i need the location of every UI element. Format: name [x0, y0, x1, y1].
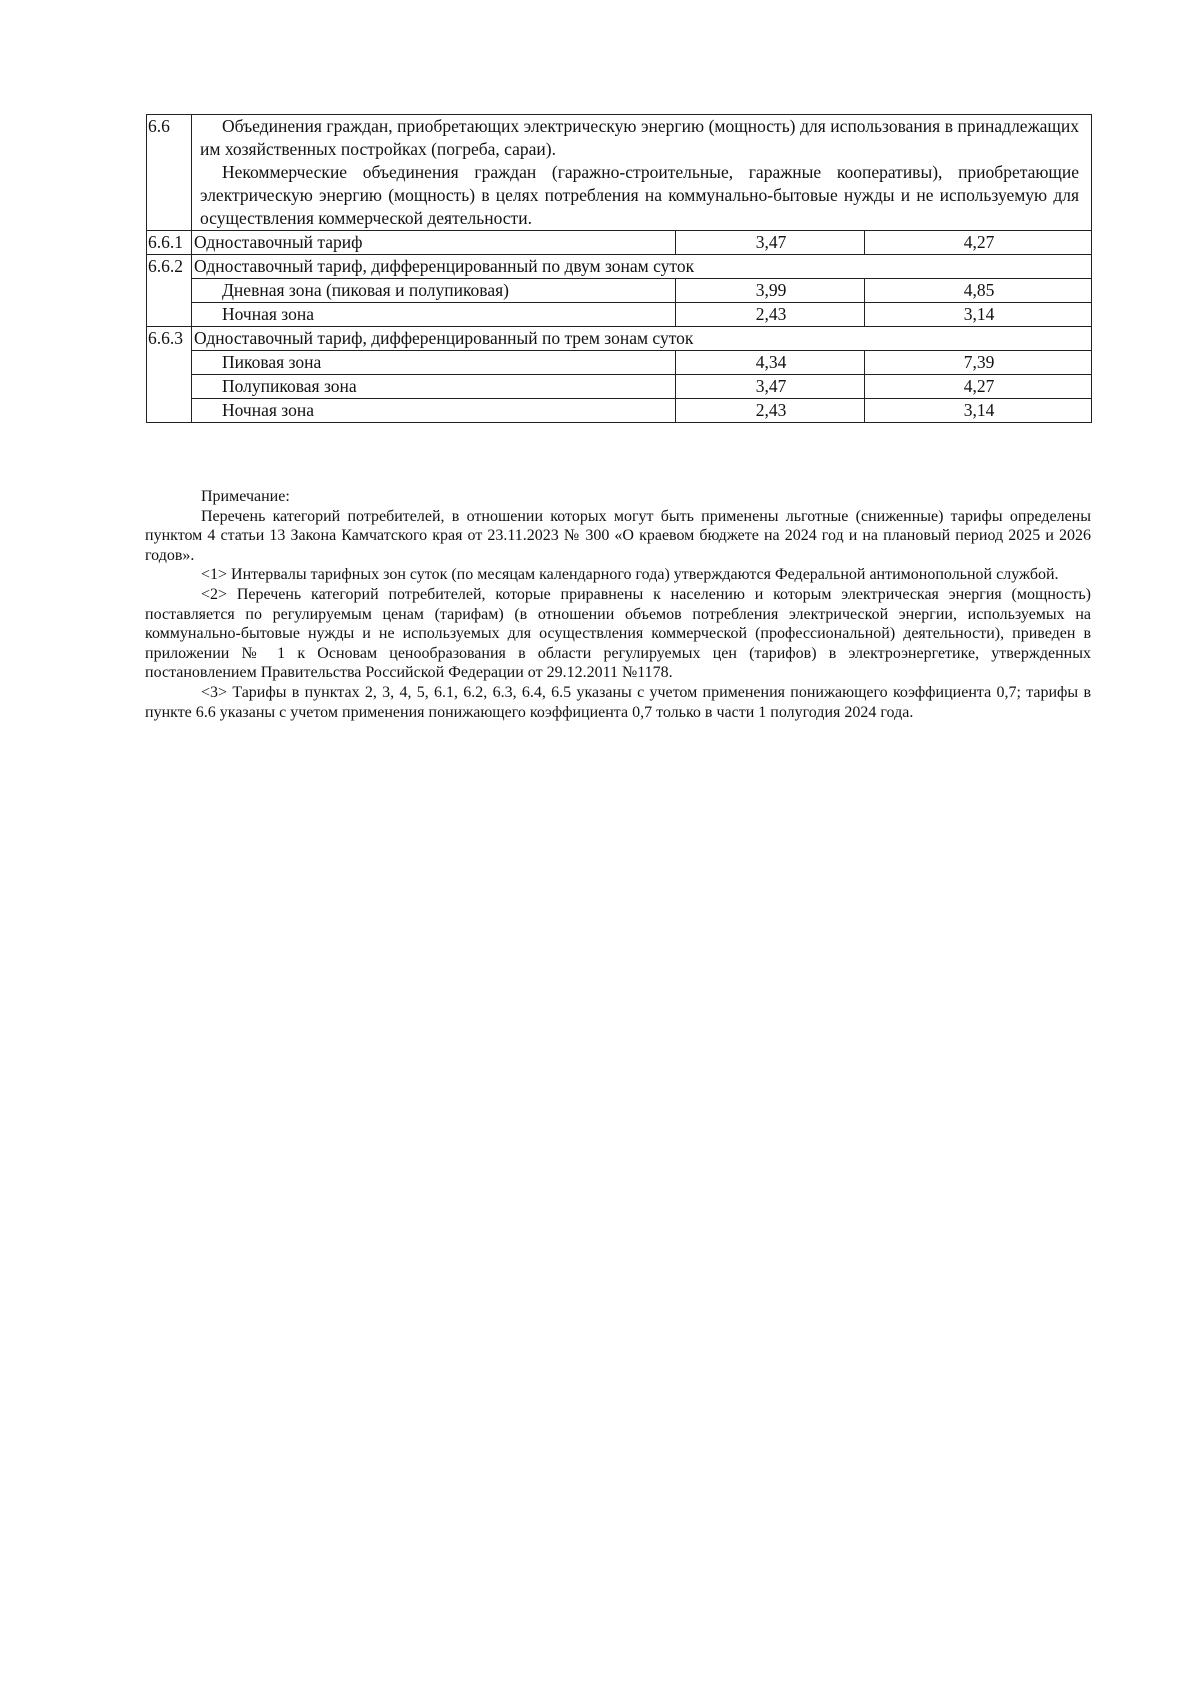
tariff-value: 4,85	[865, 279, 1092, 303]
row-label: Дневная зона (пиковая и полупиковая)	[192, 279, 676, 303]
table-row	[147, 399, 1092, 423]
tariff-value: 3,14	[865, 399, 1092, 423]
note-paragraph: Перечень категорий потребителей, в отношении которых могут быть применены льготные (сниженные) тарифы определены пунктом 4 статьи 13 Закона Камчатского края от 23.11.2023 № 300 «О краевом бюджете на 2024 год и на плановый период 2025 и 2026 годов».	[145, 507, 1091, 564]
table-row	[147, 327, 1092, 351]
tariff-value: 3,47	[676, 375, 865, 399]
row-label: Ночная зона	[192, 399, 676, 423]
table-row	[147, 255, 1092, 279]
note-paragraph: <2> Перечень категорий потребителей, которые приравнены к населению и которым электрическая энергия (мощность) поставляется по регулируемым ценам (тарифам) (в отношении объемов потребления электрической энергии, используемых на коммунально-бытовые нужды и не используемых для осуществления коммерческой (профессиональной) деятельности), приведен в приложении № 1 к Основам ценообразования в области регулируемых цен (тарифов) в электроэнергетике, утвержденных постановлением Правительства Российской Федерации от 29.12.2011 №1178.	[145, 585, 1091, 682]
tariff-value: 7,39	[865, 351, 1092, 375]
section-paragraph: Некоммерческие объединения граждан (гаражно-строительные, гаражные кооперативы), приобретающие электрическую энергию (мощность) в целях потребления на коммунально-бытовые нужды и не используемую для осуществления коммерческой деятельности.	[200, 162, 1080, 228]
table-row	[147, 115, 1092, 231]
tariff-value: 4,27	[865, 231, 1092, 255]
table-row	[147, 279, 1092, 303]
table-row	[147, 375, 1092, 399]
section-code: 6.6	[147, 115, 192, 231]
note-paragraph: <3> Тарифы в пунктах 2, 3, 4, 5, 6.1, 6.2, 6.3, 6.4, 6.5 указаны с учетом применения понижающего коэффициента 0,7; тарифы в пункте 6.6 указаны с учетом применения понижающего коэффициента 0,7 только в части 1 полугодия 2024 года.	[145, 683, 1091, 721]
section-paragraph: Объединения граждан, приобретающих электрическую энергию (мощность) для использования в принадлежащих им хозяйственных постройках (погреба, сараи).	[200, 116, 1080, 159]
tariff-value: 2,43	[676, 399, 865, 423]
row-label: Одноставочный тариф, дифференцированный по двум зонам суток	[192, 255, 1092, 279]
tariff-value: 3,99	[676, 279, 865, 303]
row-label: Одноставочный тариф, дифференцированный по трем зонам суток	[192, 327, 1092, 351]
tariff-table	[146, 114, 1092, 423]
tariff-value: 3,47	[676, 231, 865, 255]
section-description	[192, 115, 1092, 231]
row-label: Ночная зона	[192, 303, 676, 327]
row-label: Полупиковая зона	[192, 375, 676, 399]
table-row	[147, 231, 1092, 255]
tariff-value: 3,14	[865, 303, 1092, 327]
tariff-value: 4,27	[865, 375, 1092, 399]
notes-section	[145, 487, 1091, 722]
table-row	[147, 351, 1092, 375]
row-label: Пиковая зона	[192, 351, 676, 375]
table-row	[147, 303, 1092, 327]
tariff-value: 4,34	[676, 351, 865, 375]
row-label: Одноставочный тариф	[192, 231, 676, 255]
note-paragraph: <1> Интервалы тарифных зон суток (по месяцам календарного года) утверждаются Федеральной антимонопольной службой.	[201, 566, 1059, 584]
row-code: 6.6.2	[147, 255, 192, 327]
row-code: 6.6.3	[147, 327, 192, 423]
tariff-value: 2,43	[676, 303, 865, 327]
notes-heading: Примечание:	[201, 488, 290, 505]
row-code: 6.6.1	[147, 231, 192, 255]
